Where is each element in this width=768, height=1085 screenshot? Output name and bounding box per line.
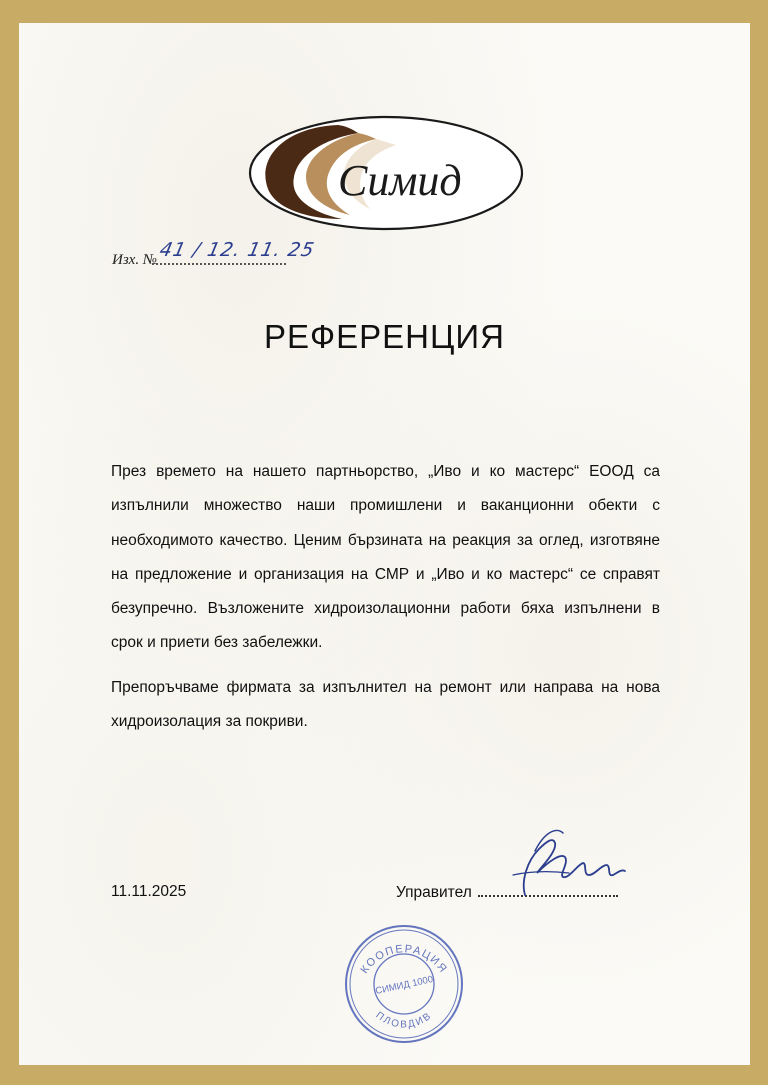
stamp-bottom-text: ПЛОВДИВ <box>373 1009 435 1031</box>
reference-number-handwritten: 41 / 12. 11. 25 <box>157 239 317 261</box>
manager-label: Управител <box>396 884 472 901</box>
letter-date: 11.11.2025 <box>111 883 187 900</box>
letter-paragraph: През времето на нашето партньорство, „Иво и ко мастерс“ ЕООД са изпълнили множество наши промишлени и ваканционни обекти с необходимото качество. Ценим бързината на реакция за оглед, изготвяне на предложение и организация на СМР и „Иво и ко мастерс“ се справят безупречно. Възложените хидроизолационни работи бяха изпълнени в срок и приети без забележки. <box>111 463 660 652</box>
reference-number <box>112 241 332 273</box>
simid-logo <box>246 111 526 239</box>
letter-paragraph: Препоръчваме фирмата за изпълнител на ремонт или направа на нова хидроизолация за покриви. <box>111 678 660 731</box>
handwritten-signature <box>491 821 631 901</box>
reference-letter <box>19 23 750 1065</box>
letter-body <box>111 455 660 739</box>
document-title: РЕФЕРЕНЦИЯ <box>264 318 505 355</box>
logo-text: Симид <box>338 156 462 205</box>
stamp-top-text: КООПЕРАЦИЯ <box>358 943 450 976</box>
company-stamp <box>339 919 469 1049</box>
reference-number-label: Изх. № <box>112 252 157 268</box>
stamp-center-text: СИМИД 1000 <box>374 973 435 997</box>
